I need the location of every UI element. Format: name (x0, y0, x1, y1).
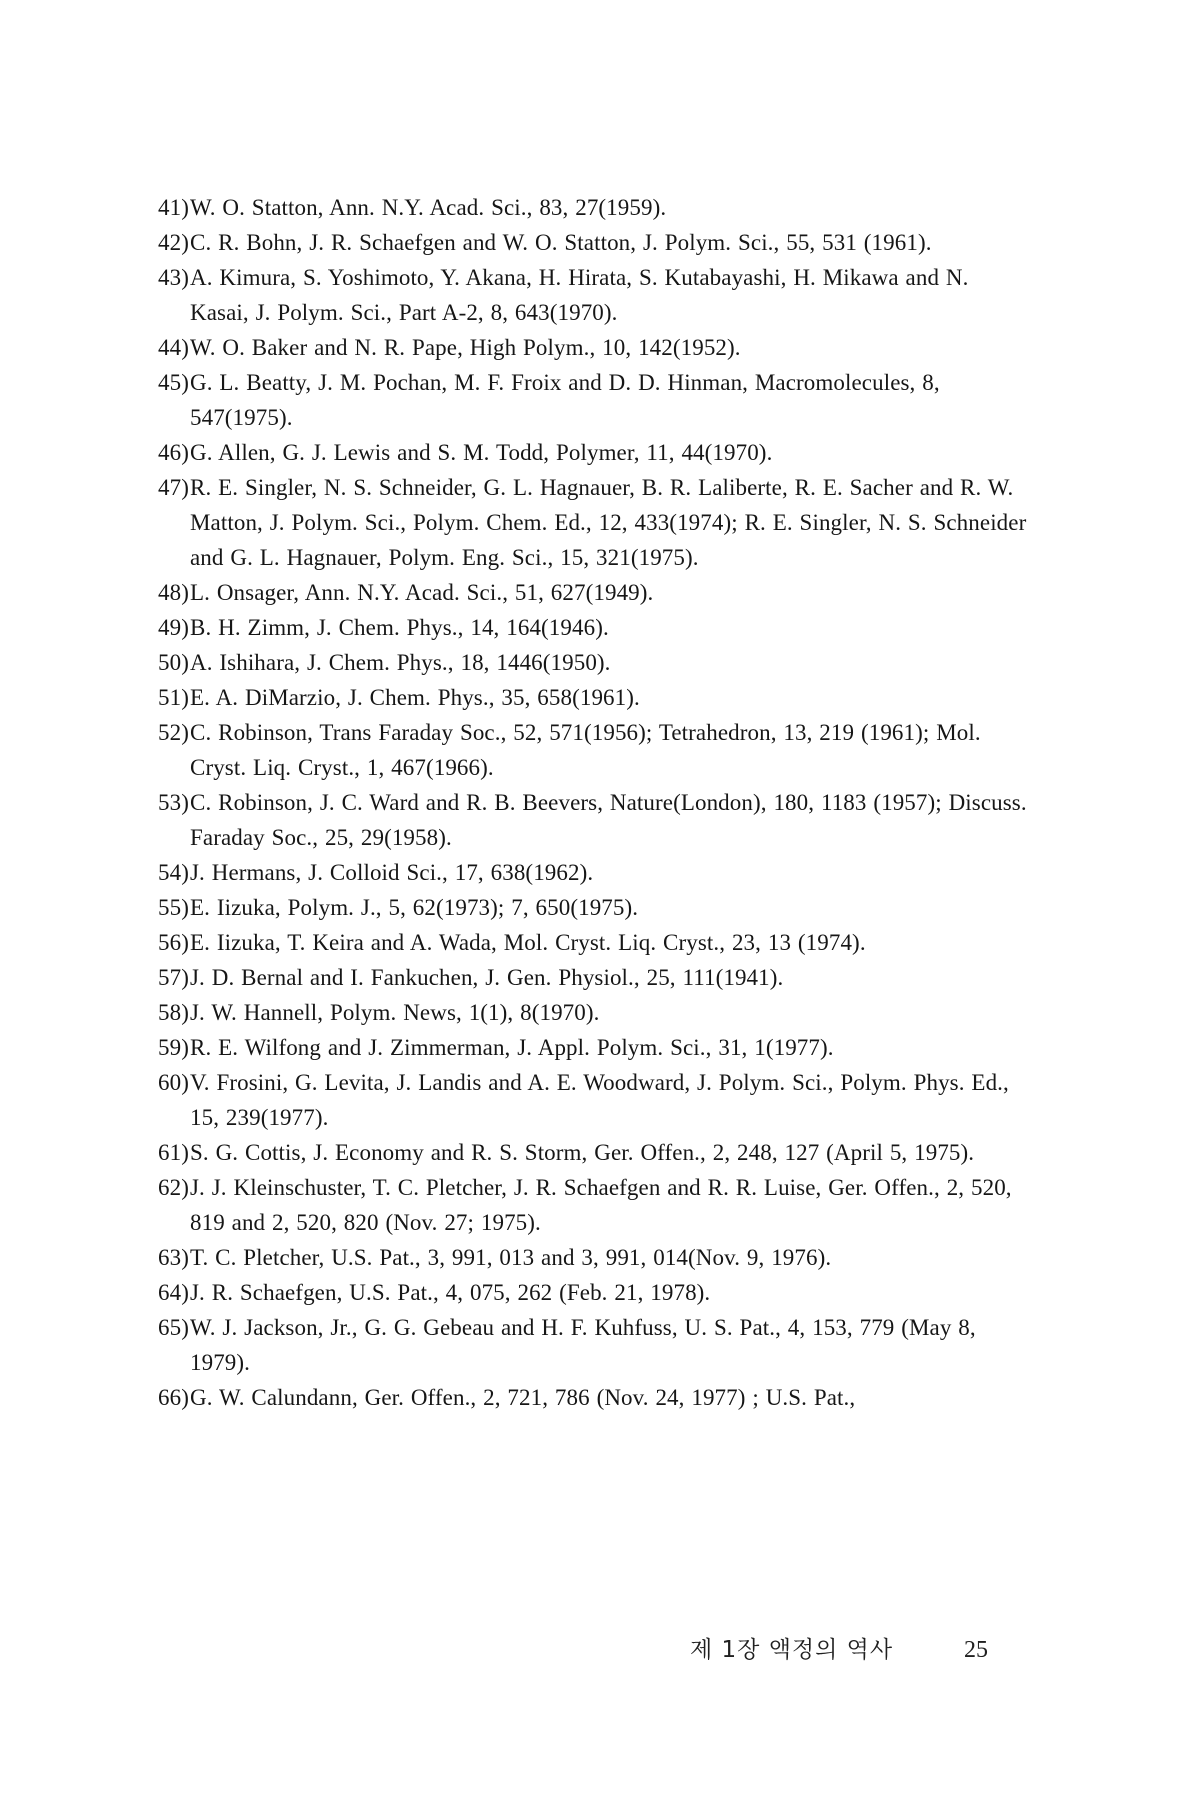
reference-number: 56) (158, 930, 189, 955)
reference-text: A. Kimura, S. Yoshimoto, Y. Akana, H. Hirata, S. Kutabayashi, H. Mikawa and N. Kasai, J. Polym. Sci., Part A-2, 8, 643(1970). (190, 265, 969, 325)
reference-list (158, 190, 1030, 1415)
reference-item (158, 1135, 1030, 1170)
reference-text: J. R. Schaefgen, U.S. Pat., 4, 075, 262 (Feb. 21, 1978). (190, 1280, 711, 1305)
reference-number: 46) (158, 440, 189, 465)
reference-item (158, 995, 1030, 1030)
reference-item (158, 1030, 1030, 1065)
reference-text: C. R. Bohn, J. R. Schaefgen and W. O. Statton, J. Polym. Sci., 55, 531 (1961). (190, 230, 932, 255)
reference-text: E. Iizuka, T. Keira and A. Wada, Mol. Cryst. Liq. Cryst., 23, 13 (1974). (190, 930, 866, 955)
reference-text: G. L. Beatty, J. M. Pochan, M. F. Froix and D. D. Hinman, Macromolecules, 8, 547(1975). (190, 370, 940, 430)
reference-text: R. E. Wilfong and J. Zimmerman, J. Appl. Polym. Sci., 31, 1(1977). (190, 1035, 834, 1060)
reference-number: 55) (158, 895, 189, 920)
reference-number: 51) (158, 685, 189, 710)
reference-number: 47) (158, 475, 189, 500)
reference-text: W. O. Baker and N. R. Pape, High Polym., 10, 142(1952). (190, 335, 741, 360)
reference-text: G. Allen, G. J. Lewis and S. M. Todd, Polymer, 11, 44(1970). (190, 440, 773, 465)
reference-number: 52) (158, 720, 189, 745)
reference-item (158, 1310, 1030, 1380)
reference-item (158, 715, 1030, 785)
reference-item (158, 1170, 1030, 1240)
reference-item (158, 645, 1030, 680)
reference-number: 59) (158, 1035, 189, 1060)
page-number: 25 (964, 1637, 988, 1663)
reference-text: L. Onsager, Ann. N.Y. Acad. Sci., 51, 627(1949). (190, 580, 654, 605)
reference-item (158, 1380, 1030, 1415)
reference-text: T. C. Pletcher, U.S. Pat., 3, 991, 013 and 3, 991, 014(Nov. 9, 1976). (190, 1245, 832, 1270)
reference-number: 62) (158, 1175, 189, 1200)
reference-item (158, 1065, 1030, 1135)
reference-number: 45) (158, 370, 189, 395)
reference-number: 44) (158, 335, 189, 360)
reference-item (158, 1240, 1030, 1275)
reference-item (158, 330, 1030, 365)
reference-text: W. J. Jackson, Jr., G. G. Gebeau and H. F. Kuhfuss, U. S. Pat., 4, 153, 779 (May 8, 1979). (190, 1315, 976, 1375)
reference-item (158, 785, 1030, 855)
reference-text: A. Ishihara, J. Chem. Phys., 18, 1446(1950). (190, 650, 611, 675)
reference-text: J. D. Bernal and I. Fankuchen, J. Gen. Physiol., 25, 111(1941). (190, 965, 784, 990)
reference-text: E. Iizuka, Polym. J., 5, 62(1973); 7, 650(1975). (190, 895, 639, 920)
reference-item (158, 225, 1030, 260)
reference-number: 64) (158, 1280, 189, 1305)
reference-number: 54) (158, 860, 189, 885)
reference-text: J. J. Kleinschuster, T. C. Pletcher, J. R. Schaefgen and R. R. Luise, Ger. Offen., 2, 520, 819 and 2, 520, 820 (Nov. 27; 1975). (190, 1175, 1012, 1235)
reference-number: 41) (158, 195, 189, 220)
reference-number: 48) (158, 580, 189, 605)
reference-item (158, 435, 1030, 470)
reference-text: V. Frosini, G. Levita, J. Landis and A. E. Woodward, J. Polym. Sci., Polym. Phys. Ed., 15, 239(1977). (190, 1070, 1009, 1130)
reference-number: 66) (158, 1385, 189, 1410)
reference-text: G. W. Calundann, Ger. Offen., 2, 721, 786 (Nov. 24, 1977) ; U.S. Pat., (190, 1385, 856, 1410)
reference-text: J. Hermans, J. Colloid Sci., 17, 638(1962). (190, 860, 594, 885)
reference-text: E. A. DiMarzio, J. Chem. Phys., 35, 658(1961). (190, 685, 640, 710)
reference-item (158, 680, 1030, 715)
reference-number: 49) (158, 615, 189, 640)
reference-number: 65) (158, 1315, 189, 1340)
reference-item (158, 470, 1030, 575)
reference-item (158, 610, 1030, 645)
reference-number: 43) (158, 265, 189, 290)
reference-item (158, 855, 1030, 890)
reference-item (158, 260, 1030, 330)
reference-item (158, 925, 1030, 960)
reference-number: 60) (158, 1070, 189, 1095)
reference-text: C. Robinson, J. C. Ward and R. B. Beevers, Nature(London), 180, 1183 (1957); Discuss. Faraday Soc., 25, 29(1958). (190, 790, 1027, 850)
chapter-title: 제 1장 액정의 역사 (690, 1637, 894, 1663)
reference-item (158, 960, 1030, 995)
reference-item (158, 1275, 1030, 1310)
reference-text: S. G. Cottis, J. Economy and R. S. Storm, Ger. Offen., 2, 248, 127 (April 5, 1975). (190, 1140, 975, 1165)
running-footer (0, 1630, 1200, 1670)
reference-number: 53) (158, 790, 189, 815)
reference-number: 57) (158, 965, 189, 990)
reference-text: J. W. Hannell, Polym. News, 1(1), 8(1970). (190, 1000, 600, 1025)
reference-item (158, 190, 1030, 225)
reference-item (158, 365, 1030, 435)
reference-number: 61) (158, 1140, 189, 1165)
reference-number: 42) (158, 230, 189, 255)
reference-text: R. E. Singler, N. S. Schneider, G. L. Hagnauer, B. R. Laliberte, R. E. Sacher and R. W. Matton, J. Polym. Sci., Polym. Chem. Ed., 12, 433(1974); R. E. Singler, N. S. Schneider and G. L. Hagnauer, Polym. Eng. Sci., 15, 321(1975). (190, 475, 1027, 570)
reference-item (158, 890, 1030, 925)
reference-number: 58) (158, 1000, 189, 1025)
reference-text: W. O. Statton, Ann. N.Y. Acad. Sci., 83, 27(1959). (190, 195, 667, 220)
reference-number: 50) (158, 650, 189, 675)
reference-number: 63) (158, 1245, 189, 1270)
reference-item (158, 575, 1030, 610)
reference-text: C. Robinson, Trans Faraday Soc., 52, 571(1956); Tetrahedron, 13, 219 (1961); Mol. Cryst. Liq. Cryst., 1, 467(1966). (190, 720, 981, 780)
reference-text: B. H. Zimm, J. Chem. Phys., 14, 164(1946). (190, 615, 609, 640)
